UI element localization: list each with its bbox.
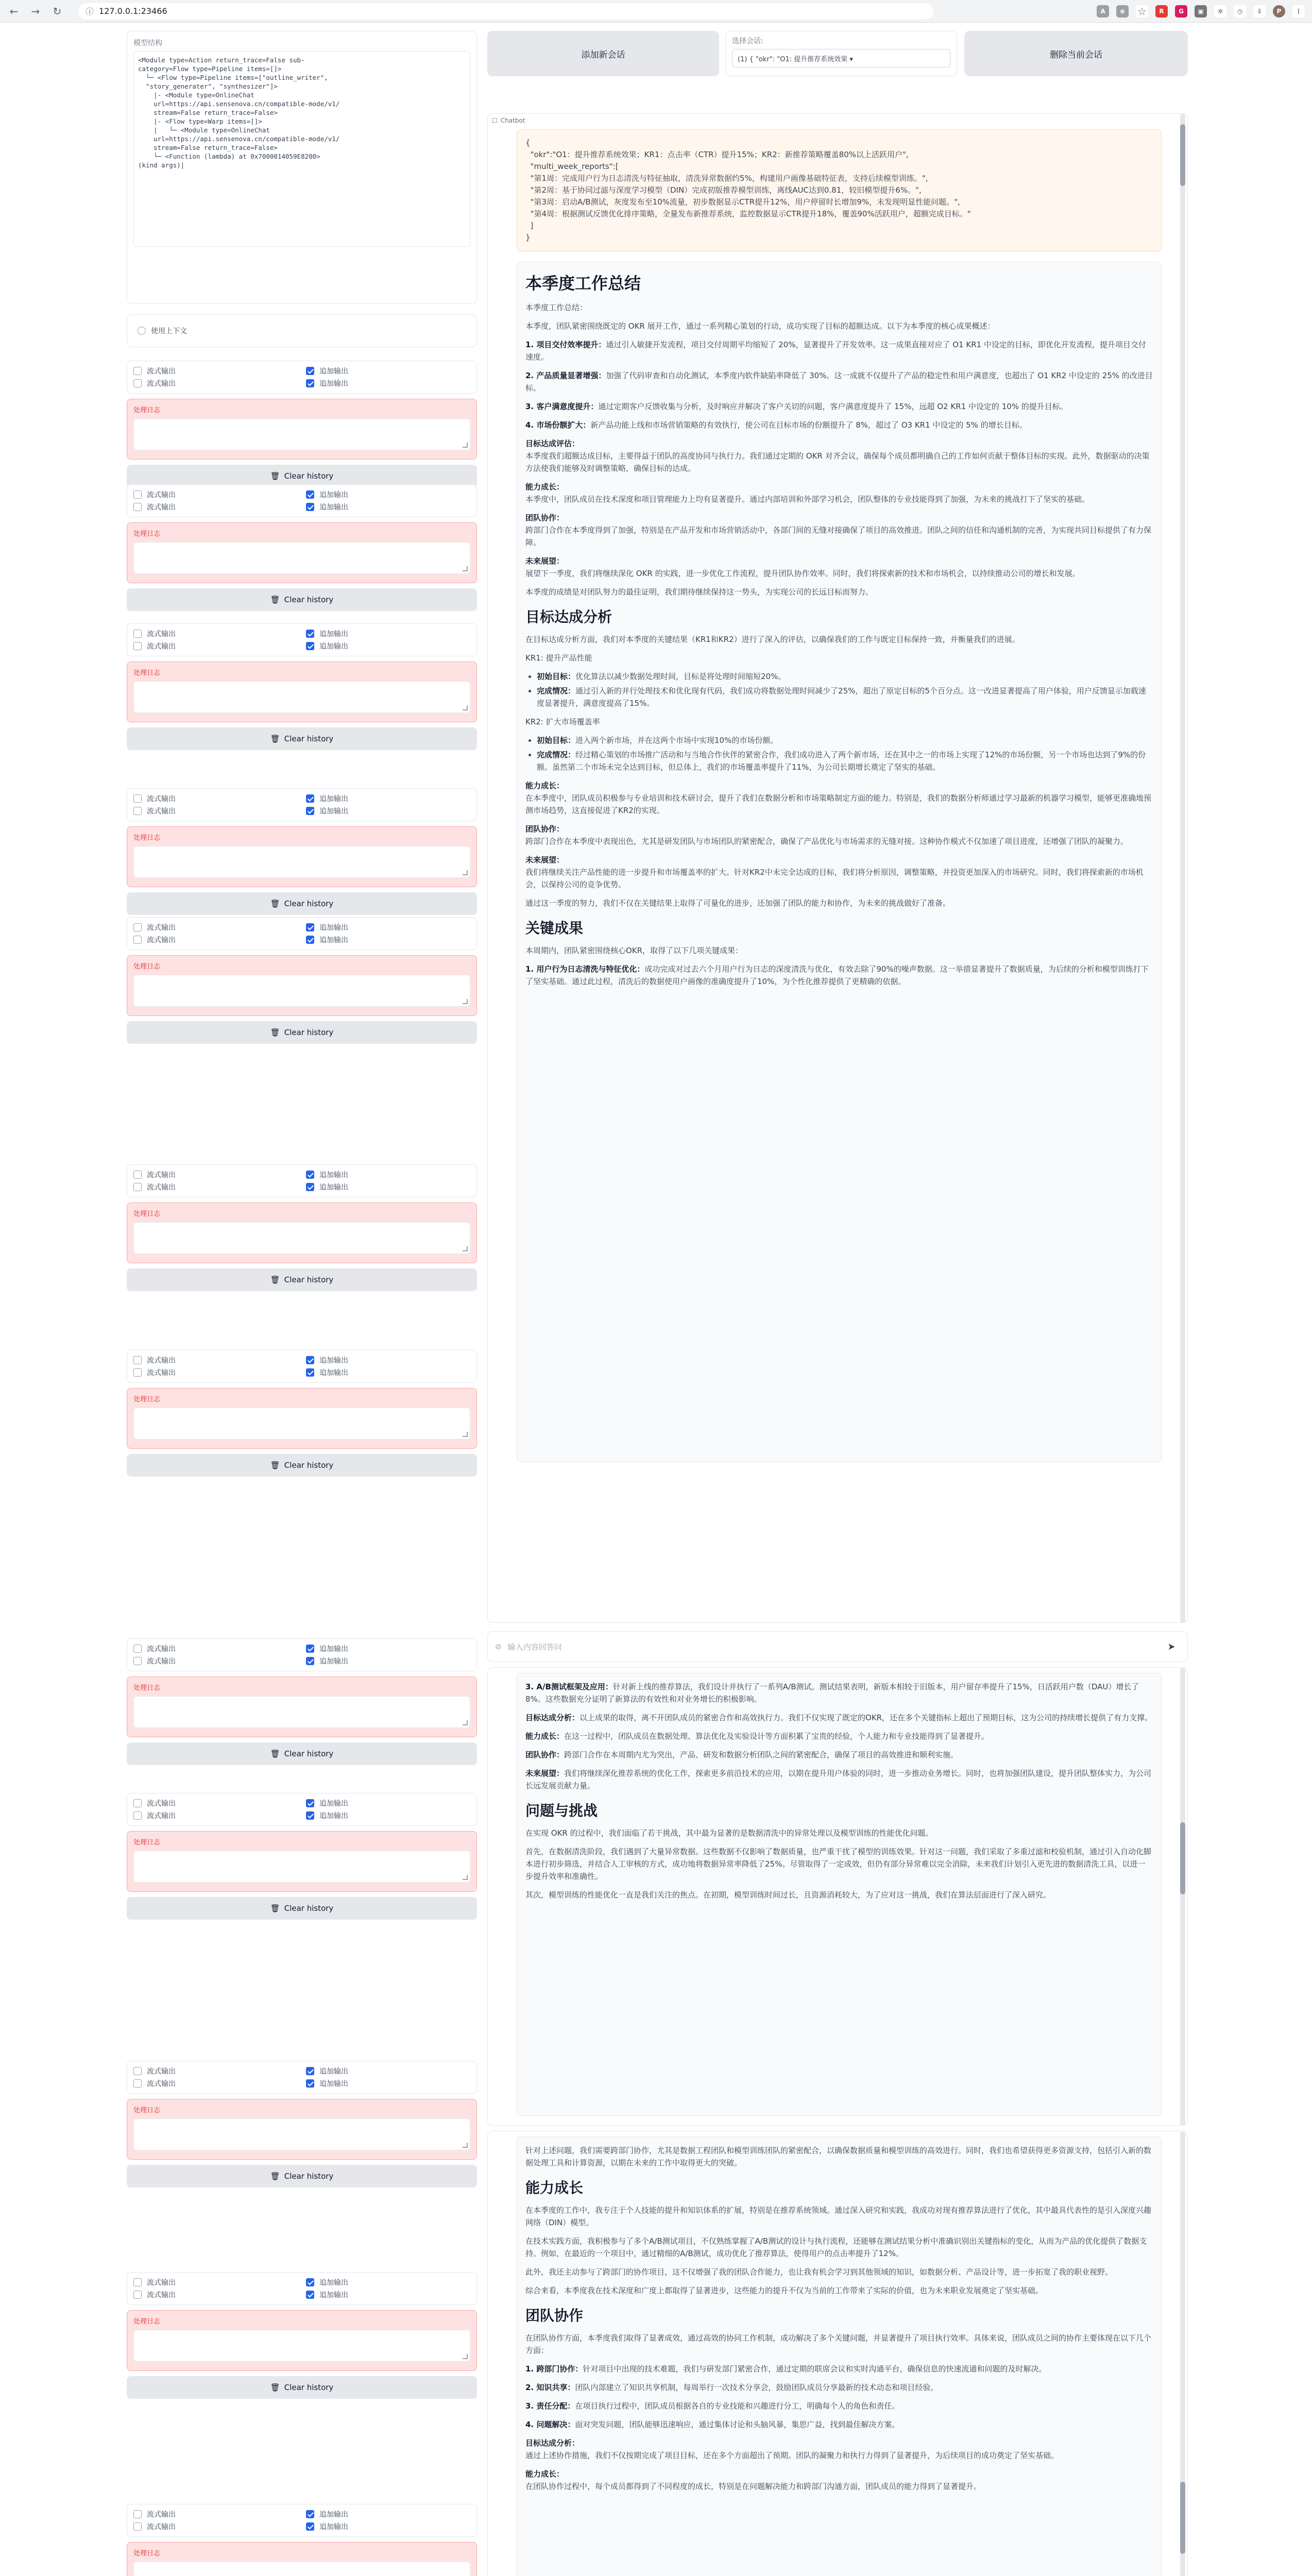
append-output-checkbox[interactable] — [306, 490, 314, 499]
output-flags — [127, 2061, 477, 2094]
log-panel — [127, 662, 477, 722]
summary-p0: 本季度工作总结： — [525, 303, 588, 312]
append-output-checkbox[interactable] — [306, 936, 314, 944]
trash-icon: 🗑 — [270, 471, 280, 481]
append-output-checkbox[interactable] — [306, 503, 314, 511]
context-label: 使用上下文 — [151, 327, 187, 335]
log-label: 处理日志 — [133, 1839, 161, 1846]
log-label: 处理日志 — [133, 1396, 161, 1403]
module-block — [127, 1638, 477, 1765]
stream-output-checkbox[interactable] — [133, 1171, 142, 1179]
append-output-checkbox[interactable] — [306, 1811, 314, 1820]
append-output-label: 追加输出 — [319, 2080, 348, 2088]
append-output-checkbox[interactable] — [306, 1799, 314, 1807]
kr2-item: • 完成情况：经过精心策划的市场推广活动和与当地合作伙伴的紧密合作，我们成功进入了两个新市场，还在其中之一的市场上实现了12%的市场份额，另一个市场也达到了9%的份额。虽然第二个市场未完全达到目标，但总体上，我们的市场覆盖率提升了11%，为公司长期增长奠定了坚实的基础。 — [537, 749, 1153, 773]
team-growth: 能力成长： 在团队协作过程中，每个成员都得到了不同程度的成长，特别是在问题解决能力和跨部门沟通方面，团队成员的能力得到了显著提升。 — [525, 2469, 982, 2491]
trash-icon: 🗑 — [270, 1904, 280, 1913]
chat-input-placeholder: 输入内容回答问 — [507, 1642, 562, 1652]
log-label: 处理日志 — [133, 1684, 161, 1692]
extension-red-icon[interactable]: R — [1155, 5, 1168, 18]
log-label: 处理日志 — [133, 2550, 161, 2557]
log-textarea[interactable] — [133, 1222, 470, 1254]
module-block — [127, 1350, 477, 1477]
stream-output-checkbox[interactable] — [133, 2291, 142, 2299]
growth-p4: 综合来看，本季度我在技术深度和广度上都取得了显著进步，这些能力的提升不仅为当前的工作带来了实际的价值，也为未来职业发展奠定了坚实基础。 — [525, 2286, 1044, 2295]
stream-output-label: 流式输出 — [147, 1800, 176, 1808]
log-textarea[interactable] — [133, 975, 470, 1007]
trash-icon: 🗑 — [270, 595, 280, 604]
log-panel — [127, 2099, 477, 2160]
append-output-label: 追加输出 — [319, 795, 348, 803]
append-output-checkbox[interactable] — [306, 642, 314, 650]
clear-history-button[interactable] — [127, 1897, 477, 1920]
append-output-label: 追加输出 — [319, 1800, 348, 1808]
output-flags — [127, 1164, 477, 1197]
eval-team: 团队协作： 跨部门合作在本季度中表现出色，尤其是研发团队与市场团队的紧密配合，确保了产品优化与市场需求的无缝对接。这种协作模式不仅加速了项目进度，还增强了团队的凝聚力。 — [525, 824, 1129, 846]
append-output-label: 追加输出 — [319, 380, 348, 388]
log-label: 处理日志 — [133, 2107, 161, 2114]
append-output-label: 追加输出 — [319, 1171, 348, 1179]
log-textarea[interactable] — [133, 542, 470, 574]
stream-output-label: 流式输出 — [147, 642, 176, 651]
output-flags — [127, 2272, 477, 2305]
append-output-label: 追加输出 — [319, 491, 348, 499]
module-block — [127, 788, 477, 915]
user-message-json: { "okr":"O1：提升推荐系统效果；KR1：点击率（CTR）提升15%；KR2：新推荐策略覆盖80%以上活跃用户", "multi_week_reports":[ "第1周：完成用户行为日志清洗与特征抽取，清洗异常数据约5%，构建用户画像基础特征表，支持后续模型训练。", "第2周：基于协同过滤与深度学习模型（DIN）完成初版推荐模型训练，离线AUC达到0.81，较旧模型提升6%。", "第3周：启动A/B测试，灰度发布至10%流量，初步数据显示CTR提升12%，用户停留时长增加9%，未发现明显性能问题。", "第4周：根据测试反馈优化排序策略，全量发布新推荐系统，监控数据显示CTR提升18%，覆盖90%活跃用户，超额完成目标。" ] } — [517, 129, 1162, 251]
eval-title: 目标达成分析 — [525, 608, 612, 625]
append-output-checkbox[interactable] — [306, 379, 314, 387]
summary-item-2: 2. 产品质量显著增强：加强了代码审查和自动化测试，本季度内软件缺陷率降低了 30%。这一成就不仅提升了产品的稳定性和用户满意度，也超出了 O1 KR2 中设定的 25% 的改进目标。 — [525, 371, 1153, 393]
stream-output-checkbox[interactable] — [133, 490, 142, 499]
stream-output-checkbox[interactable] — [133, 630, 142, 638]
module-block — [127, 1164, 477, 1291]
site-info-icon[interactable]: ⓘ — [86, 7, 94, 16]
output-flags — [127, 1793, 477, 1826]
session-select[interactable]: (1) { "okr": "O1: 提升推荐系统效果 ▾ — [732, 49, 950, 67]
growth-p1: 在本季度的工作中，我专注于个人技能的提升和知识体系的扩展，特别是在推荐系统领域。通过深入研究和实践，我成功对现有推荐算法进行了优化，其中最具代表性的是引入深度兴趣网络（DIN）模型。 — [525, 2206, 1152, 2227]
growth-pre: 针对上述问题，我们需要跨部门协作，尤其是数据工程团队和模型训练团队的紧密配合，以确保数据质量和模型训练的高效进行。同时，我们也希望获得更多资源支持，包括引入新的数据处理工具和计算资源，以期在未来的工作中取得更大的突破。 — [525, 2146, 1152, 2167]
scrollbar-thumb[interactable] — [1180, 2482, 1185, 2554]
summary-title: 本季度工作总结 — [525, 274, 641, 293]
stream-output-checkbox[interactable] — [133, 367, 142, 375]
output-flags — [127, 361, 477, 394]
translate-icon[interactable]: A — [1097, 5, 1109, 18]
clear-history-label: Clear history — [284, 2172, 334, 2181]
eval-growth: 能力成长： 在本季度中，团队成员积极参与专业培训和技术研讨会，提升了我们在数据分析和市场策略制定方面的能力。特别是，我们的数据分析师通过学习最新的机器学习模型，能够更准确地预测市场趋势，这直接促进了KR2的实现。 — [525, 781, 1152, 815]
mid-team: 团队协作：跨部门合作在本周期内尤为突出，产品、研发和数据分析团队之间的紧密配合，确保了项目的高效推进和顺利实施。 — [525, 1750, 959, 1759]
append-output-label: 追加输出 — [319, 807, 348, 816]
module-block — [127, 623, 477, 750]
bookmark-star-icon[interactable]: ☆ — [1136, 5, 1148, 18]
ab-item: 3. A/B测试框架及应用：针对新上线的推荐算法，我们设计并执行了一系列A/B测试。测试结果表明，新版本相较于旧版本，用户留存率提升了15%，日活跃用户数（DAU）增长了8%。这些数据充分证明了新算法的有效性和对业务增长的积极影响。 — [525, 1682, 1139, 1704]
structure-label: 模型结构 — [133, 39, 162, 47]
stream-output-label: 流式输出 — [147, 1657, 176, 1666]
clear-history-label: Clear history — [284, 2383, 334, 2392]
clear-history-label: Clear history — [284, 1749, 334, 1758]
append-output-checkbox[interactable] — [306, 367, 314, 375]
team-item-1: 1. 跨部门协作：针对项目中出现的技术难题，我们与研发部门紧密合作，通过定期的联席会议和实时沟通平台，确保信息的快速流通和问题的及时解决。 — [525, 2364, 1047, 2374]
stream-output-checkbox[interactable] — [133, 1368, 142, 1377]
url-text: 127.0.0.1:23466 — [99, 6, 167, 16]
team-item-2: 2. 知识共享：团队内部建立了知识共享机制，每周举行一次技术分享会，鼓励团队成员分享最新的技术动态和项目经验。 — [525, 2383, 939, 2392]
stream-output-label: 流式输出 — [147, 1357, 176, 1365]
append-output-label: 追加输出 — [319, 1369, 348, 1377]
append-output-checkbox[interactable] — [306, 1645, 314, 1653]
session-select-label: 选择会话: — [732, 37, 763, 45]
output-flags — [127, 917, 477, 950]
append-output-checkbox[interactable] — [306, 923, 314, 931]
append-output-checkbox[interactable] — [306, 2067, 314, 2075]
append-output-label: 追加输出 — [319, 642, 348, 651]
stream-output-label: 流式输出 — [147, 936, 176, 944]
trash-icon: 🗑 — [270, 1461, 280, 1470]
extension-gray-icon[interactable]: ▣ — [1195, 5, 1207, 18]
team-item-4: 4. 问题解决：面对突发问题，团队能够迅速响应，通过集体讨论和头脑风暴，集思广益，找到最佳解决方案。 — [525, 2420, 900, 2429]
module-block — [127, 1793, 477, 1920]
kr1-title: KR1: 提升产品性能 — [525, 653, 592, 663]
trash-icon: 🗑 — [270, 1749, 280, 1758]
stream-output-label: 流式输出 — [147, 2523, 176, 2531]
module-block — [127, 484, 477, 611]
kr1-item: • 完成情况：通过引入新的并行处理技术和优化现有代码，我们成功将数据处理时间减少了25%，超出了原定目标的5个百分点。这一改进显著提高了用户体验，用户反馈显示加载速度显著提升，满意度提高了15%。 — [537, 685, 1153, 709]
chatbot-icon: ☐ — [492, 117, 498, 124]
assistant-message-growth — [517, 2137, 1162, 2576]
append-output-label: 追加输出 — [319, 503, 348, 512]
stream-output-checkbox[interactable] — [133, 2510, 142, 2518]
log-panel — [127, 2542, 477, 2576]
issue-p2: 首先，在数据清洗阶段，我们遇到了大量异常数据。这些数据不仅影响了数据质量，也严重干扰了模型的训练效果。针对这一问题，我们采取了多重过滤和校验机制，通过引入自动化脚本进行初步筛选，并结合人工审核的方式，成功地将数据异常率降低了25%。尽管取得了一定成效，但仍有部分异常难以完全消除，未来我们计划引入更先进的数据清洗工具，以进一步提升效率和准确性。 — [525, 1847, 1152, 1881]
clear-history-button[interactable] — [127, 2165, 477, 2188]
clear-history-button[interactable] — [127, 1454, 477, 1477]
stream-output-checkbox[interactable] — [133, 1183, 142, 1191]
summary-goal: 目标达成评估： 本季度我们超额达成目标，主要得益于团队的高度协同与执行力。我们通过定期的 OKR 对齐会议，确保每个成员都明确自己的工作如何贡献于整体目标的实现。此外，数据驱动的决策方法使我们能够及时调整策略，确保目标的达成。 — [525, 439, 1150, 473]
stream-output-checkbox[interactable] — [133, 2522, 142, 2531]
stream-output-checkbox[interactable] — [133, 936, 142, 944]
issue-p3: 其次，模型训练的性能优化一直是我们关注的焦点。在初期，模型训练时间过长，且资源消耗较大，为了应对这一挑战，我们在算法层面进行了深入研究。 — [525, 1890, 1051, 1900]
log-textarea[interactable] — [133, 1851, 470, 1883]
log-panel — [127, 1676, 477, 1737]
clear-history-button[interactable] — [127, 2376, 477, 2399]
key-item-1: 1. 用户行为日志清洗与特征优化：成功完成对过去六个月用户行为日志的深度清洗与优化，有效去除了90%的噪声数据。这一举措显著提升了数据质量，为后续的分析和模型训练打下了坚实基础。通过此过程，清洗后的数据使用户画像的准确度提升了10%，为个性化推荐提供了更精确的依据。 — [525, 964, 1149, 986]
growth-title: 能力成长 — [525, 2179, 584, 2196]
log-label: 处理日志 — [133, 2318, 161, 2326]
structure-code: <Module type=Action return_trace=False sub- category=Flow type=Pipeline items=[]> └─ <Flow type=Pipeline items=["outline_writer", "story_generater", "synthesizer"]> |- <Module type=OnlineChat url=https://api.sensenova.cn/compatible-mode/v1/ stream=False return_trace=False> |- <Flow type=Warp items=[]> | └─ <Module type=OnlineChat url=https://api.sensenova.cn/compatible-mode/v1/ stream=False return_trace=False> └─ <Function (lambda) at 0x7000014059E8200> (kind args)| — [133, 51, 470, 247]
clear-history-button[interactable] — [127, 727, 477, 750]
trash-icon: 🗑 — [270, 2172, 280, 2181]
stream-output-label: 流式输出 — [147, 1812, 176, 1820]
log-panel — [127, 955, 477, 1016]
trash-icon: 🗑 — [270, 2383, 280, 2392]
chatbot-window-3 — [487, 2131, 1188, 2576]
append-output-checkbox[interactable] — [306, 1183, 314, 1191]
append-output-label: 追加输出 — [319, 1812, 348, 1820]
assistant-message-summary — [517, 262, 1162, 1462]
module-block — [127, 917, 477, 1044]
stream-output-checkbox[interactable] — [133, 1645, 142, 1653]
append-output-checkbox[interactable] — [306, 2510, 314, 2518]
eval-end: 通过这一季度的努力，我们不仅在关键结果上取得了可量化的进步，还加强了团队的能力和协作，为未来的挑战做好了准备。 — [525, 899, 951, 908]
append-output-checkbox[interactable] — [306, 2079, 314, 2088]
append-output-label: 追加输出 — [319, 2067, 348, 2076]
append-output-label: 追加输出 — [319, 936, 348, 944]
stream-output-checkbox[interactable] — [133, 923, 142, 931]
team-goal: 目标达成分析： 通过上述协作措施，我们不仅按期完成了项目目标，还在多个方面超出了预期。团队的凝聚力和执行力得到了显著提升，为后续项目的成功奠定了坚实基础。 — [525, 2438, 1059, 2460]
summary-end: 本季度的成绩是对团队努力的最佳证明，我们期待继续保持这一势头，为实现公司的长远目标而努力。 — [525, 587, 874, 597]
stream-output-label: 流式输出 — [147, 2080, 176, 2088]
trash-icon: 🗑 — [270, 1028, 280, 1037]
stream-output-label: 流式输出 — [147, 2067, 176, 2076]
issue-title: 问题与挑战 — [525, 1802, 598, 1819]
stream-output-checkbox[interactable] — [133, 1811, 142, 1820]
stream-output-label: 流式输出 — [147, 630, 176, 638]
log-textarea[interactable] — [133, 2330, 470, 2362]
team-intro: 在团队协作方面，本季度我们取得了显著成效，通过高效的协同工作机制，成功解决了多个关键问题，并显著提升了项目执行效率。具体来说，团队成员之间的协作主要体现在以下几个方面： — [525, 2333, 1152, 2355]
kr1-list — [537, 670, 1153, 709]
append-output-label: 追加输出 — [319, 1657, 348, 1666]
log-label: 处理日志 — [133, 1210, 161, 1218]
key-title: 关键成果 — [525, 920, 584, 937]
key-intro: 本周期内，团队紧密围绕核心OKR，取得了以下几项关键成果： — [525, 946, 743, 955]
append-output-label: 追加输出 — [319, 924, 348, 932]
clear-history-button[interactable] — [127, 892, 477, 915]
context-toggle[interactable] — [138, 327, 146, 335]
clear-history-button[interactable] — [127, 588, 477, 611]
append-output-checkbox[interactable] — [306, 807, 314, 815]
stream-output-label: 流式输出 — [147, 503, 176, 512]
stream-output-label: 流式输出 — [147, 2279, 176, 2287]
stream-output-checkbox[interactable] — [133, 1799, 142, 1807]
stream-output-checkbox[interactable] — [133, 1356, 142, 1364]
log-label: 处理日志 — [133, 530, 161, 538]
downloads-icon[interactable]: ⇩ — [1253, 5, 1266, 18]
team-item-3: 3. 责任分配：在项目执行过程中，团队成员根据各自的专业技能和兴趣进行分工，明确每个人的角色和责任。 — [525, 2401, 900, 2411]
output-flags — [127, 1638, 477, 1671]
stream-output-checkbox[interactable] — [133, 503, 142, 511]
log-textarea[interactable] — [133, 2119, 470, 2150]
eval-intro: 在目标达成分析方面，我们对本季度的关键结果（KR1和KR2）进行了深入的评估，以确保我们的工作与既定目标保持一致，并衡量我们的进展。 — [525, 635, 1020, 644]
output-flags — [127, 2504, 477, 2537]
clear-history-button[interactable] — [127, 1742, 477, 1765]
log-panel — [127, 826, 477, 887]
mid-growth: 能力成长：在这一过程中，团队成员在数据处理、算法优化及实验设计等方面积累了宝贵的经验，个人能力和专业技能得到了显著提升。 — [525, 1732, 990, 1741]
stream-output-label: 流式输出 — [147, 1645, 176, 1653]
append-output-checkbox[interactable] — [306, 1368, 314, 1377]
log-label: 处理日志 — [133, 669, 161, 677]
chatbot-tag: Chatbot — [500, 117, 525, 124]
clear-history-button[interactable] — [127, 1021, 477, 1044]
scrollbar-thumb[interactable] — [1180, 1822, 1185, 1894]
module-block — [127, 2061, 477, 2188]
append-output-checkbox[interactable] — [306, 1657, 314, 1665]
scrollbar-thumb[interactable] — [1180, 124, 1185, 186]
append-output-label: 追加输出 — [319, 2511, 348, 2519]
stream-output-label: 流式输出 — [147, 807, 176, 816]
log-label: 处理日志 — [133, 834, 161, 842]
log-panel — [127, 399, 477, 460]
chat-input-1[interactable] — [487, 1631, 1188, 1662]
append-output-checkbox[interactable] — [306, 794, 314, 803]
issue-p1: 在实现 OKR 的过程中，我们面临了若干挑战，其中最为显著的是数据清洗中的异常处理以及模型训练的性能优化问题。 — [525, 1828, 933, 1838]
stream-output-label: 流式输出 — [147, 1369, 176, 1377]
append-output-checkbox[interactable] — [306, 2291, 314, 2299]
session-select-card — [725, 31, 957, 76]
stream-output-checkbox[interactable] — [133, 2278, 142, 2286]
history-icon[interactable]: ◷ — [1234, 5, 1246, 18]
output-flags — [127, 788, 477, 821]
summary-item-3: 3. 客户满意度提升：通过定期客户反馈收集与分析，及时响应并解决了客户关切的问题，客户满意度提升了 15%，远超 O2 KR1 中设定的 10% 的提升目标。 — [525, 402, 1068, 411]
summary-item-4: 4. 市场份额扩大：新产品功能上线和市场营销策略的有效执行，使公司在目标市场的份额提升了 8%，超过了 O3 KR1 中设定的 5% 的增长目标。 — [525, 420, 1027, 430]
stream-output-label: 流式输出 — [147, 367, 176, 376]
structure-card — [127, 31, 477, 304]
stream-output-label: 流式输出 — [147, 2511, 176, 2519]
append-output-checkbox[interactable] — [306, 1171, 314, 1179]
output-flags — [127, 623, 477, 656]
growth-p2: 在技术实践方面，我积极参与了多个A/B测试项目，不仅熟练掌握了A/B测试的设计与执行流程，还能够在测试结果分析中准确识别出关键指标的变化，从而为产品的优化提供了数据支持。例如，在最近的一个项目中，通过精细的A/B测试，成功优化了推荐算法，使得用户的点击率提升了12%。 — [525, 2236, 1147, 2258]
profile-avatar[interactable]: P — [1273, 5, 1285, 18]
stream-output-label: 流式输出 — [147, 1171, 176, 1179]
stream-output-checkbox[interactable] — [133, 1657, 142, 1665]
eval-future: 未来展望： 我们将继续关注产品性能的进一步提升和市场覆盖率的扩大。针对KR2中未完全达成的目标，我们将分析原因，调整策略，并投资更加深入的市场研究。同时，我们将探索新的市场机会，以保持公司的竞争优势。 — [525, 855, 1144, 889]
append-output-label: 追加输出 — [319, 2291, 348, 2299]
forward-icon[interactable]: → — [31, 5, 40, 18]
back-icon[interactable]: ← — [9, 5, 19, 18]
summary-team: 团队协作： 跨部门合作在本季度得到了加强，特别是在产品开发和市场营销活动中，各部门间的无缝对接确保了项目的高效推进。团队之间的信任和沟通机制的完善，为实现共同目标提供了有力保障。 — [525, 513, 1152, 547]
zoom-icon[interactable]: ⊕ — [1116, 5, 1129, 18]
stream-output-checkbox[interactable] — [133, 2067, 142, 2075]
log-textarea[interactable] — [133, 2562, 470, 2576]
address-bar[interactable] — [78, 3, 933, 20]
stream-output-label: 流式输出 — [147, 2291, 176, 2299]
kr2-title: KR2: 扩大市场覆盖率 — [525, 717, 600, 726]
reload-icon[interactable]: ↻ — [53, 5, 62, 18]
clear-history-label: Clear history — [284, 1028, 334, 1037]
log-textarea[interactable] — [133, 1696, 470, 1728]
summary-future: 未来展望： 展望下一季度，我们将继续深化 OKR 的实践，进一步优化工作流程，提升团队协作效率。同时，我们将探索新的技术和市场机会，以持续推动公司的增长和发展。 — [525, 556, 1080, 578]
kr1-item: • 初始目标：优化算法以减少数据处理时间，目标是将处理时间缩短20%。 — [537, 670, 1153, 683]
trash-icon: 🗑 — [270, 899, 280, 908]
stream-output-checkbox[interactable] — [133, 379, 142, 387]
clear-history-label: Clear history — [284, 471, 334, 481]
clear-history-label: Clear history — [284, 1275, 334, 1284]
summary-growth: 能力成长： 本季度中，团队成员在技术深度和项目管理能力上均有显著提升。通过内部培训和外部学习机会，团队整体的专业技能得到了加强，为未来的挑战打下了坚实的基础。 — [525, 482, 1090, 504]
extensions-bar — [1097, 5, 1305, 18]
append-output-label: 追加输出 — [319, 1357, 348, 1365]
clear-history-label: Clear history — [284, 1904, 334, 1913]
log-textarea[interactable] — [133, 846, 470, 878]
attach-icon[interactable]: ⊘ — [495, 1642, 502, 1651]
trash-icon: 🗑 — [270, 734, 280, 743]
output-flags — [127, 484, 477, 517]
append-output-checkbox[interactable] — [306, 1356, 314, 1364]
log-panel — [127, 1831, 477, 1892]
clear-history-label: Clear history — [284, 734, 334, 743]
log-panel — [127, 522, 477, 583]
log-label: 处理日志 — [133, 963, 161, 971]
stream-output-checkbox[interactable] — [133, 2079, 142, 2088]
append-output-label: 追加输出 — [319, 367, 348, 376]
append-output-label: 追加输出 — [319, 2523, 348, 2531]
log-panel — [127, 2310, 477, 2371]
stream-output-checkbox[interactable] — [133, 794, 142, 803]
scrollbar-track[interactable] — [1180, 1668, 1185, 2126]
stream-output-label: 流式输出 — [147, 491, 176, 499]
log-textarea[interactable] — [133, 418, 470, 450]
stream-output-checkbox[interactable] — [133, 807, 142, 815]
append-output-checkbox[interactable] — [306, 2278, 314, 2286]
browser-toolbar — [0, 0, 1312, 23]
assistant-message-mid — [517, 1673, 1162, 2116]
clear-history-label: Clear history — [284, 595, 334, 604]
kr2-list — [537, 734, 1153, 773]
mid-future: 未来展望：我们将继续深化推荐系统的优化工作，探索更多前沿技术的应用，以期在提升用户体验的同时，进一步推动业务增长。同时，也将加强团队建设，提升团队整体实力，为公司长远发展贡献力量。 — [525, 1769, 1152, 1790]
stream-output-label: 流式输出 — [147, 380, 176, 388]
extension-pink-icon[interactable]: G — [1175, 5, 1187, 18]
log-panel — [127, 1202, 477, 1263]
clear-history-label: Clear history — [284, 1461, 334, 1470]
module-block — [127, 2504, 477, 2576]
stream-output-label: 流式输出 — [147, 795, 176, 803]
add-session-button[interactable]: 添加新会话 — [487, 31, 719, 76]
module-block — [127, 361, 477, 487]
log-textarea[interactable] — [133, 681, 470, 713]
menu-kebab-icon[interactable]: ⋮ — [1292, 5, 1305, 18]
trash-icon: 🗑 — [270, 1275, 280, 1284]
stream-output-label: 流式输出 — [147, 924, 176, 932]
clear-history-button[interactable] — [127, 1268, 477, 1291]
summary-p1: 本季度，团队紧密围绕既定的 OKR 展开工作，通过一系列精心策划的行动，成功实现了目标的超额达成。以下为本季度的核心成果概述： — [525, 321, 995, 331]
append-output-label: 追加输出 — [319, 630, 348, 638]
kr2-item: • 初始目标：进入两个新市场，并在这两个市场中实现10%的市场份额。 — [537, 734, 1153, 747]
context-card — [127, 314, 477, 347]
append-output-label: 追加输出 — [319, 1645, 348, 1653]
log-panel — [127, 1388, 477, 1449]
log-textarea[interactable] — [133, 1408, 470, 1439]
stream-output-label: 流式输出 — [147, 1183, 176, 1192]
scrollbar-track[interactable] — [1180, 114, 1185, 1623]
chatbot-window-2 — [487, 1667, 1188, 2126]
growth-p3: 此外，我还主动参与了跨部门的协作项目，这不仅增强了我的团队合作能力，也让我有机会学习到其他领域的知识，如数据分析、产品设计等，进一步拓宽了我的职业视野。 — [525, 2267, 1113, 2277]
delete-session-button[interactable]: 删除当前会话 — [964, 31, 1188, 76]
chatbot-window-1 — [487, 113, 1188, 1623]
output-flags — [127, 1350, 477, 1383]
team-title: 团队协作 — [525, 2307, 584, 2324]
module-block — [127, 2272, 477, 2399]
log-label: 处理日志 — [133, 406, 161, 414]
summary-item-1: 1. 项目交付效率提升：通过引入敏捷开发流程，项目交付周期平均缩短了 20%，显著提升了开发效率。这一成果直接对应了 O1 KR1 中设定的目标，即优化开发流程，提升项目交付速度。 — [525, 340, 1146, 362]
mid-goal: 目标达成分析：以上成果的取得，离不开团队成员的紧密合作和高效执行力。我们不仅实现了既定的OKR，还在多个关键指标上超出了预期目标，这为公司的持续增长提供了有力支撑。 — [525, 1713, 1153, 1722]
extension-puzzle-icon[interactable]: ✲ — [1214, 5, 1226, 18]
send-icon[interactable]: ➤ — [1167, 1641, 1175, 1652]
append-output-checkbox[interactable] — [306, 630, 314, 638]
append-output-label: 追加输出 — [319, 1183, 348, 1192]
append-output-checkbox[interactable] — [306, 2522, 314, 2531]
append-output-label: 追加输出 — [319, 2279, 348, 2287]
clear-history-label: Clear history — [284, 899, 334, 908]
stream-output-checkbox[interactable] — [133, 642, 142, 650]
